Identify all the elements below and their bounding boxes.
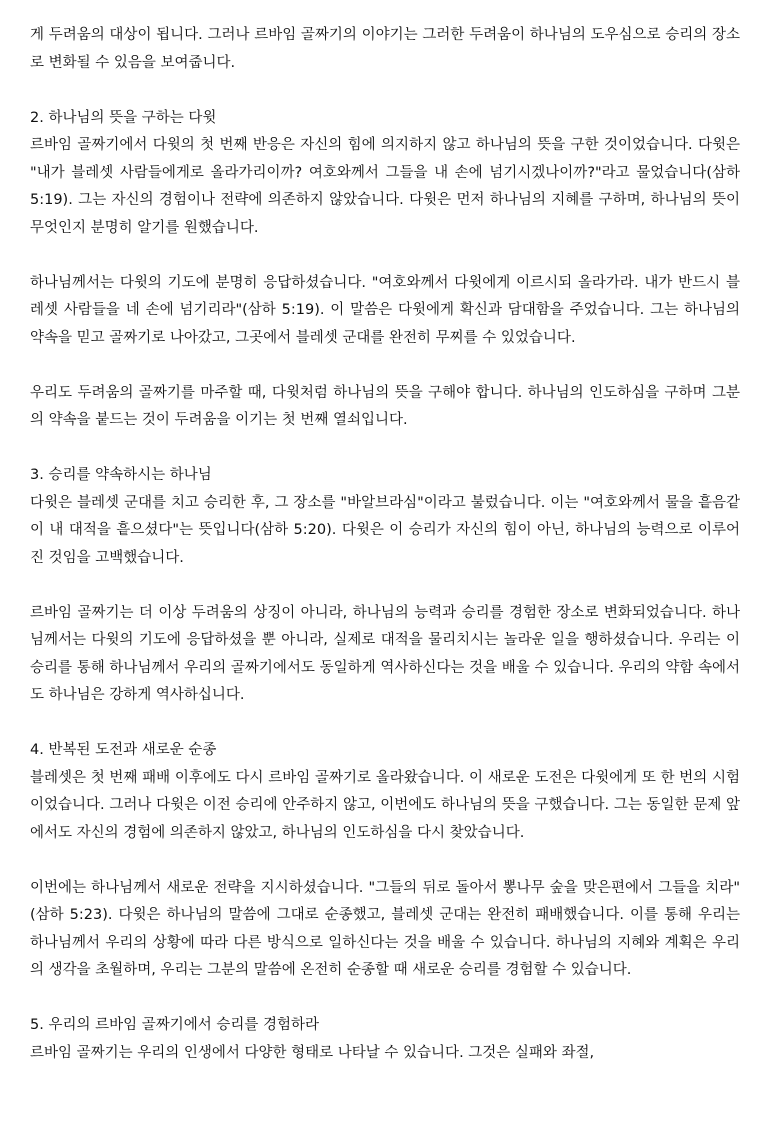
section-2-paragraph-3: 우리도 두려움의 골짜기를 마주할 때, 다윗처럼 하나님의 뜻을 구해야 합니다. 하나님의 인도하심을 구하며 그분의 약속을 붙드는 것이 두려움을 이기는 첫 번째 열쇠입니다.: [30, 384, 740, 428]
section-2: [30, 105, 740, 435]
section-4: [30, 737, 740, 985]
section-5-heading: 5. 우리의 르바임 골짜기에서 승리를 경험하라: [30, 1017, 320, 1033]
section-3-paragraph-2: 르바임 골짜기는 더 이상 두려움의 상징이 아니라, 하나님의 능력과 승리를 경험한 장소로 변화되었습니다. 하나님께서는 다윗의 기도에 응답하셨을 뿐 아니라, 실제로 대적을 물리치시는 놀라운 일을 행하셨습니다. 우리는 이 승리를 통해 하나님께서 우리의 골짜기에서도 동일하게 역사하신다는 것을 배울 수 있습니다. 우리의 약함 속에서도 하나님은 강하게 역사하십니다.: [30, 604, 740, 703]
section-4-paragraph-1: 블레셋은 첫 번째 패배 이후에도 다시 르바임 골짜기로 올라왔습니다. 이 새로운 도전은 다윗에게 또 한 번의 시험이었습니다. 그러나 다윗은 이전 승리에 안주하지 않고, 이번에도 하나님의 뜻을 구했습니다. 그는 동일한 문제 앞에서도 자신의 경험에 의존하지 않았고, 하나님의 인도하심을 다시 찾았습니다.: [30, 769, 740, 841]
section-3: [30, 462, 740, 710]
section-4-heading: 4. 반복된 도전과 새로운 순종: [30, 742, 217, 758]
intro-paragraph: 게 두려움의 대상이 됩니다. 그러나 르바임 골짜기의 이야기는 그러한 두려움이 하나님의 도우심으로 승리의 장소로 변화될 수 있음을 보여줍니다.: [30, 27, 740, 71]
section-4-paragraph-2: 이번에는 하나님께서 새로운 전략을 지시하셨습니다. "그들의 뒤로 돌아서 뽕나무 숲을 맞은편에서 그들을 치라"(삼하 5:23). 다윗은 하나님의 말씀에 그대로 순종했고, 블레셋 군대는 완전히 패배했습니다. 이를 통해 우리는 하나님께서 우리의 상황에 따라 다른 방식으로 일하신다는 것을 배울 수 있습니다. 하나님의 지혜와 계획은 우리의 생각을 초월하며, 우리는 그분의 말씀에 온전히 순종할 때 새로운 승리를 경험할 수 있습니다.: [30, 879, 740, 978]
section-2-paragraph-2: 하나님께서는 다윗의 기도에 분명히 응답하셨습니다. "여호와께서 다윗에게 이르시되 올라가라. 내가 반드시 블레셋 사람들을 네 손에 넘기리라"(삼하 5:19). 이 말씀은 다윗에게 확신과 담대함을 주었습니다. 그는 하나님의 약속을 믿고 골짜기로 나아갔고, 그곳에서 블레셋 군대를 완전히 무찌를 수 있었습니다.: [30, 274, 740, 346]
section-3-heading: 3. 승리를 약속하시는 하나님: [30, 467, 212, 483]
section-3-paragraph-1: 다윗은 블레셋 군대를 치고 승리한 후, 그 장소를 "바알브라심"이라고 불렀습니다. 이는 "여호와께서 물을 흩음같이 내 대적을 흩으셨다"는 뜻입니다(삼하 5:20). 다윗은 이 승리가 자신의 힘이 아닌, 하나님의 능력으로 이루어진 것임을 고백했습니다.: [30, 494, 740, 566]
document-page: [30, 22, 740, 1095]
section-2-paragraph-1: 르바임 골짜기에서 다윗의 첫 번째 반응은 자신의 힘에 의지하지 않고 하나님의 뜻을 구한 것이었습니다. 다윗은 "내가 블레셋 사람들에게로 올라가리이까? 여호와께서 그들을 내 손에 넘기시겠나이까?"라고 물었습니다(삼하 5:19). 그는 자신의 경험이나 전략에 의존하지 않았습니다. 다윗은 먼저 하나님의 지혜를 구하며, 하나님의 뜻이 무엇인지 분명히 알기를 원했습니다.: [30, 137, 740, 236]
section-5-paragraph-1: 르바임 골짜기는 우리의 인생에서 다양한 형태로 나타날 수 있습니다. 그것은 실패와 좌절,: [30, 1044, 595, 1061]
section-5: [30, 1012, 740, 1067]
section-2-heading: 2. 하나님의 뜻을 구하는 다윗: [30, 109, 217, 126]
